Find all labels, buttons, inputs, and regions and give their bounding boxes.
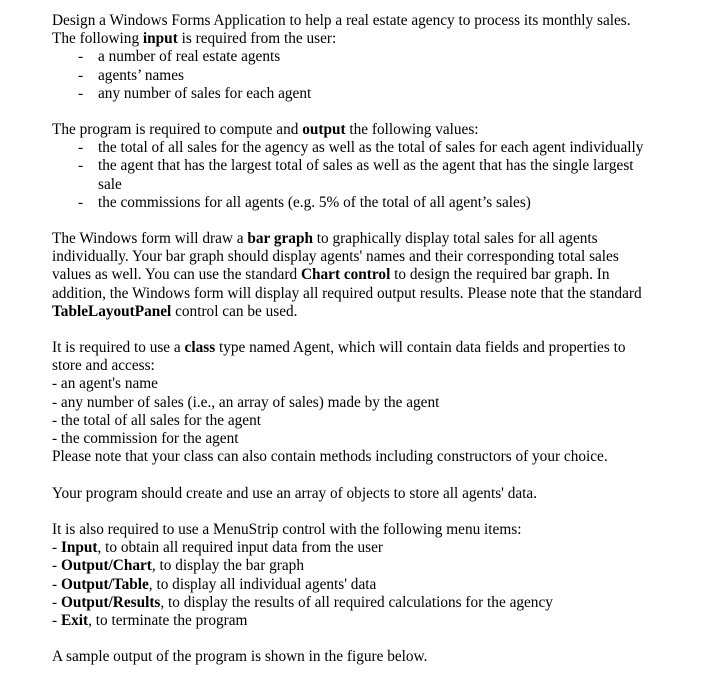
input-list-item: - agents’ names [78, 66, 184, 84]
input-list-item: - a number of real estate agents [78, 48, 281, 66]
output-intro-line: The program is required to compute and output the following values: [52, 121, 479, 138]
menu-item-line: - Input, to obtain all required input data from the user [52, 539, 383, 557]
output-list-item-continued: sale [98, 175, 122, 193]
output-list-item: - the total of all sales for the agency as well as the total of sales for each agent individually [78, 139, 644, 157]
class-field-item: - any number of sales (i.e., an array of sales) made by the agent [52, 393, 440, 411]
menu-item-line: - Output/Chart, to display the bar graph [52, 557, 304, 575]
chart-line-5: TableLayoutPanel control can be used. [52, 302, 298, 320]
class-note-line: Please note that your class can also contain methods including constructors of your choice. [52, 448, 608, 466]
class-line-2: store and access: [52, 357, 155, 375]
array-paragraph [52, 485, 692, 503]
intro-line-2: The following input is required from the user: [52, 30, 337, 48]
chart-line-1: The Windows form will draw a bar graph to graphically display total sales for all agents [52, 230, 598, 247]
output-paragraph [52, 121, 692, 212]
class-line-1: It is required to use a class type named Agent, which will contain data fields and properties to [52, 339, 626, 356]
output-list-item: - the agent that has the largest total of sales as well as the agent that has the single largest [78, 157, 634, 175]
menu-item-line: - Exit, to terminate the program [52, 611, 248, 629]
chart-line-3: values as well. You can use the standard Chart control to design the required bar graph. In [52, 266, 610, 284]
sample-paragraph [52, 648, 692, 666]
menu-item-line: - Output/Results, to display the results of all required calculations for the agency [52, 593, 553, 611]
array-line: Your program should create and use an array of objects to store all agents' data. [52, 485, 538, 502]
chart-paragraph [52, 230, 692, 321]
menu-intro-line: It is also required to use a MenuStrip control with the following menu items: [52, 521, 522, 538]
menu-paragraph [52, 521, 692, 630]
menu-item-line: - Output/Table, to display all individual agents' data [52, 575, 377, 593]
output-list-item: - the commissions for all agents (e.g. 5% of the total of all agent’s sales) [78, 193, 531, 211]
class-field-item: - the total of all sales for the agent [52, 411, 261, 429]
intro-paragraph [52, 12, 692, 103]
class-field-item: - an agent's name [52, 375, 158, 393]
class-field-item: - the commission for the agent [52, 429, 239, 447]
class-paragraph [52, 339, 692, 466]
sample-line: A sample output of the program is shown in the figure below. [52, 648, 428, 665]
chart-line-4: addition, the Windows form will display all required output results. Please note that the standard [52, 284, 642, 302]
chart-line-2: individually. Your bar graph should display agents' names and their corresponding total sales [52, 248, 619, 266]
input-list-item: - any number of sales for each agent [78, 84, 312, 102]
intro-line-1: Design a Windows Forms Application to help a real estate agency to process its monthly sales. [52, 12, 631, 29]
